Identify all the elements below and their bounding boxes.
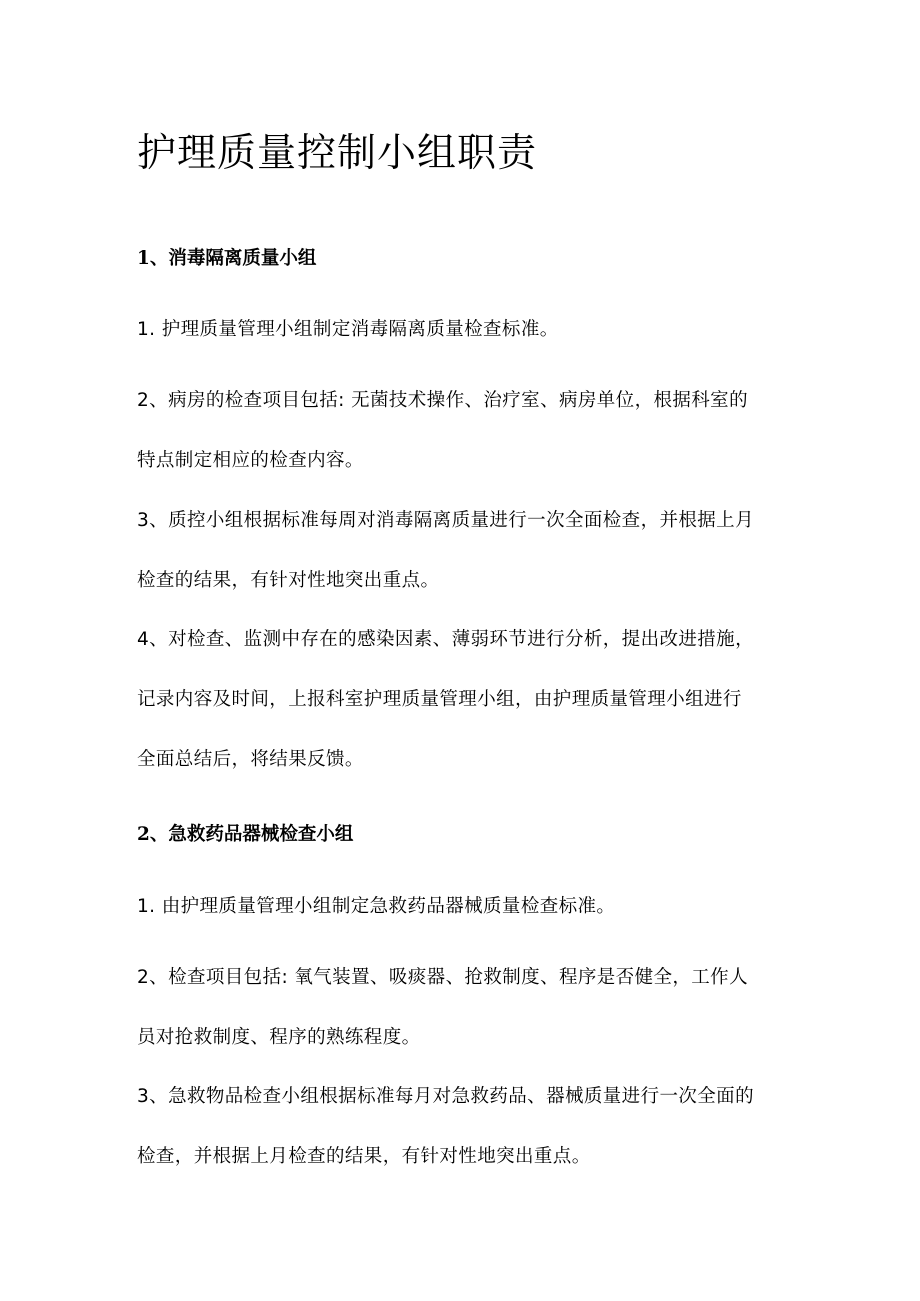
paragraph: [137, 371, 797, 491]
paragraph-line: 2、检查项目包括: 氧气装置、吸痰器、抢救制度、程序是否健全，工作人: [137, 967, 748, 988]
page-title: 护理质量控制小组职责: [137, 131, 538, 176]
section-title: 、消毒隔离质量小组: [149, 248, 317, 269]
paragraph-line: 全面总结后，将结果反馈。: [137, 749, 364, 770]
paragraph: [137, 877, 797, 937]
paragraph: [137, 610, 797, 790]
paragraph-line: 特点制定相应的检查内容。: [137, 450, 364, 471]
paragraph: [137, 491, 797, 611]
section-number: 1: [137, 248, 150, 269]
paragraph-line: 检查的结果，有针对性地突出重点。: [137, 570, 440, 591]
paragraph-line: 3、急救物品检查小组根据标准每月对急救药品、器械质量进行一次全面的: [137, 1086, 754, 1107]
section-heading-disinfection: [137, 245, 316, 273]
paragraph: [137, 300, 797, 360]
section-heading-emergency: [137, 821, 353, 849]
paragraph-line: 4、对检查、监测中存在的感染因素、薄弱环节进行分析，提出改进措施，: [137, 629, 754, 650]
paragraph-line: 检查，并根据上月检查的结果，有针对性地突出重点。: [137, 1146, 591, 1167]
paragraph-line: 3、质控小组根据标准每周对消毒隔离质量进行一次全面检查，并根据上月: [137, 510, 754, 531]
paragraph-line: 记录内容及时间，上报科室护理质量管理小组，由护理质量管理小组进行: [137, 689, 742, 710]
paragraph: [137, 1067, 797, 1187]
paragraph-line: 2、病房的检查项目包括: 无菌技术操作、治疗室、病房单位，根据科室的: [137, 390, 748, 411]
section-number: 2: [137, 824, 150, 845]
section-title: 、急救药品器械检查小组: [149, 824, 354, 845]
paragraph-line: 1. 护理质量管理小组制定消毒隔离质量检查标准。: [137, 319, 559, 340]
paragraph: [137, 948, 797, 1068]
paragraph-line: 员对抢救制度、程序的熟练程度。: [137, 1027, 421, 1048]
paragraph-line: 1. 由护理质量管理小组制定急救药品器械质量检查标准。: [137, 896, 616, 917]
